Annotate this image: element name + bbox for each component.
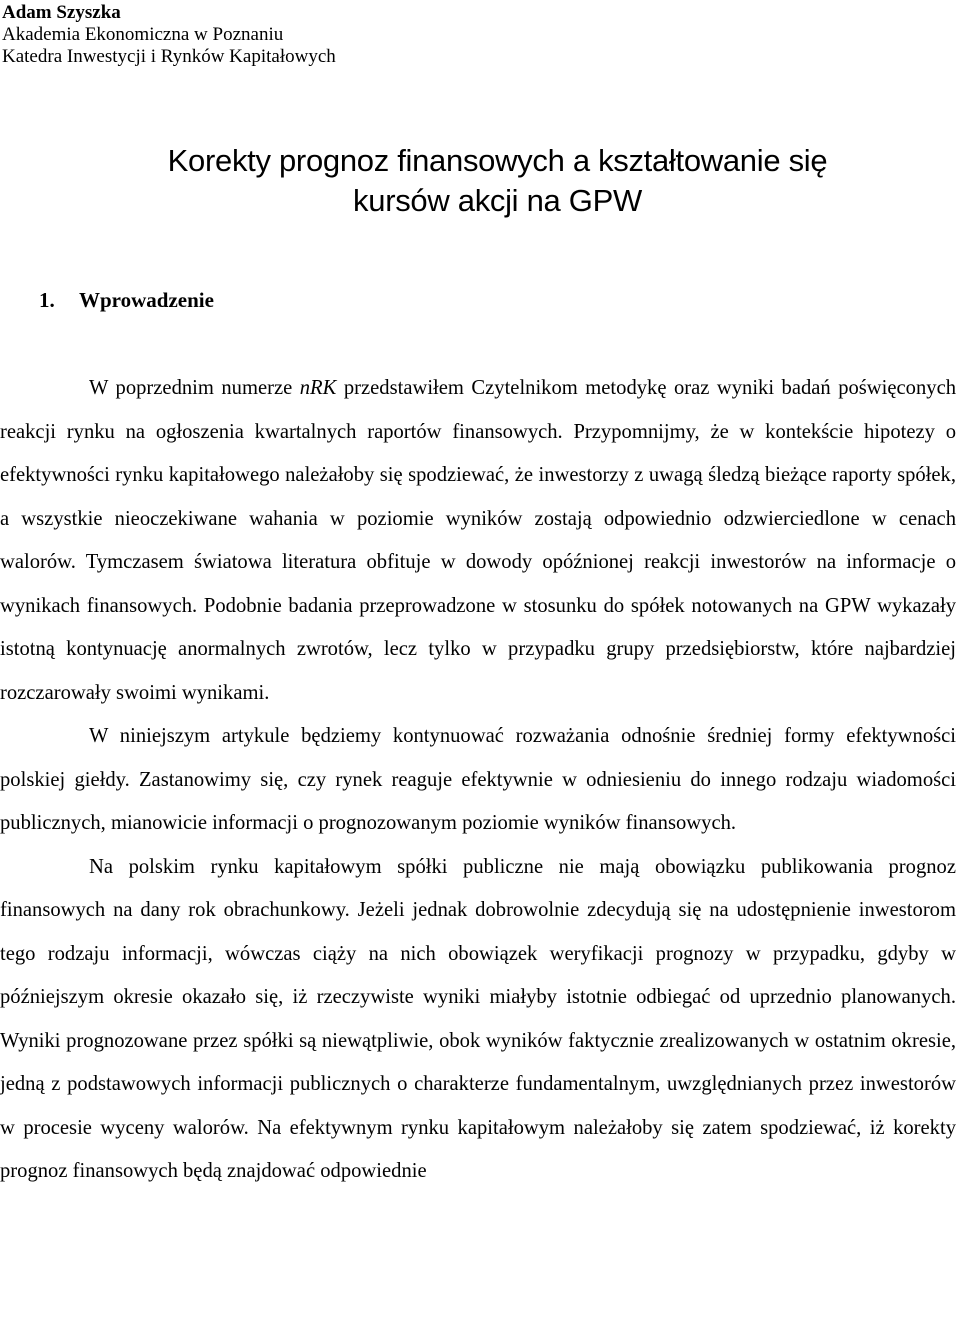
author-affiliation-department: Katedra Inwestycji i Rynków Kapitałowych [2, 46, 336, 67]
paragraph-3: Na polskim rynku kapitałowym spółki publiczne nie mają obowiązku publikowania prognoz finansowych na dany rok obrachunkowy. Jeżeli jednak dobrowolnie zdecydują się na udostępnienie inwestorom tego rodzaju informacji, wówczas ciąży na nich obowiązek weryfikacji prognozy w przypadku, gdyby w późniejszym okresie okazało się, iż rzeczywiste wyniki miałyby istotnie odbiegać od uprzednio planowanych. Wyniki prognozowane przez spółki są niewątpliwie, obok wyników faktycznie zrealizowanych w ostatnim okresie, jedną z podstawowych informacji publicznych o charakterze fundamentalnym, uwzględnianych przez inwestorów w procesie wyceny walorów. Na efektywnym rynku kapitałowym należałoby się zatem spodziewać, iż korekty prognoz finansowych będą znajdować odpowiednie [0, 855, 956, 1182]
author-block [2, 2, 336, 68]
section-number: 1. [39, 288, 55, 312]
section-title: Wprowadzenie [79, 288, 214, 312]
paragraph-2: W niniejszym artykule będziemy kontynuować rozważania odnośnie średniej formy efektywności polskiej giełdy. Zastanowimy się, czy rynek reaguje efektywnie w odniesieniu do innego rodzaju wiadomości publicznych, mianowicie informacji o prognozowanym poziomie wyników finansowych. [0, 725, 956, 834]
paragraph-1-rest: przedstawiłem Czytelnikom metodykę oraz wyniki badań poświęconych reakcji rynku na ogłoszenia kwartalnych raportów finansowych. Przypomnijmy, że w kontekście hipotezy o efektywności rynku kapitałowego należałoby się spodziewać, że inwestorzy z uwagą śledzą bieżące raporty spółek, a wszystkie nieoczekiwane wahania w poziomie wyników zostają odpowiednio odzwierciedlone w cenach walorów. Tymczasem światowa literatura obfituje w dowody opóźnionej reakcji inwestorów na informacje o wynikach finansowych. Podobnie badania przeprowadzone w stosunku do spółek notowanych na GPW wykazały istotną kontynuację anormalnych zwrotów, lecz tylko w przypadku grupy przedsiębiorstw, które najbardziej rozczarowały swoimi wynikami. [0, 377, 957, 704]
journal-abbreviation: nRK [299, 377, 337, 399]
section-heading [39, 285, 214, 315]
body-text [0, 367, 956, 1194]
paper-title-line-1: Korekty prognoz finansowych a kształtowanie się [167, 143, 828, 178]
paper-title-line-2: kursów akcji na GPW [353, 183, 642, 218]
author-name: Adam Szyszka [2, 2, 121, 23]
paper-title [0, 141, 960, 221]
paragraph-1-intro: W poprzednim numerze [89, 377, 300, 399]
paragraph-1 [0, 367, 956, 715]
author-affiliation-university: Akademia Ekonomiczna w Poznaniu [2, 24, 284, 45]
